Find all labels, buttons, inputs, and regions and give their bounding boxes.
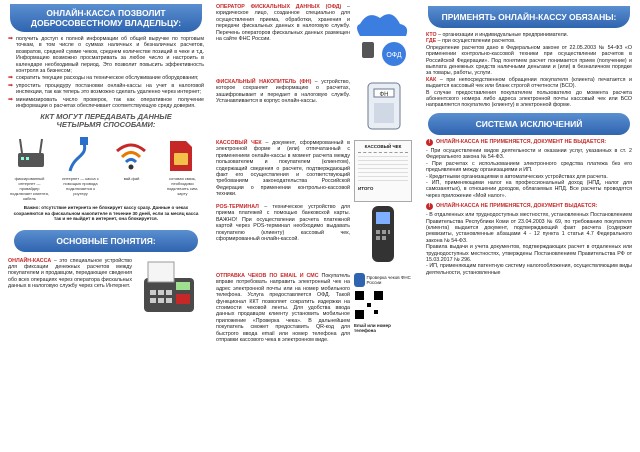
ofd-label: ОФД: [386, 52, 402, 59]
qr-illustration: [354, 273, 412, 343]
fns-logo-icon: [354, 273, 365, 287]
list-item: - При расчетах с использованием электронного средства платежа без его предъявления между организациями и ИП.: [426, 160, 632, 174]
methods-captions: [4, 177, 208, 201]
method-caption: интернет — касса с помощью провода подключается к роутеру: [62, 176, 99, 196]
list-item: - В отдаленных или труднодоступных местностях, установленных Постановлением Правительства Республики Коми от 23.04.2003 № 69, по требованию покупателя (клиента) выдается документ, подтверждающий факт расчета (содержит реквизиты, установленные абзацами 4 - 12 пункта 1 статьи 4.7 Федерального закона № 54-ФЗ.: [426, 212, 632, 244]
warning-icon: !: [426, 139, 433, 146]
ofd-block: [214, 0, 414, 79]
arrow-icon: ➡: [8, 82, 14, 89]
list-item: - ИП, применяющими налог на профессиональный доход (НПД, налог для самозанятых), в отношении доходов, облагаемых НПД. Все расчеты проводятся через приложение «Мой налог».: [426, 179, 632, 199]
banner-exceptions: СИСТЕМА ИСКЛЮЧЕНИЙ: [428, 113, 630, 135]
benefits-list: [0, 32, 212, 109]
exceptions-text: [418, 139, 640, 276]
wifi-icon: [112, 133, 150, 177]
receipt-block: [214, 138, 414, 202]
list-item: ➡ минимизировать число проверок, так как оперативное получение информации о расчетах обеспечивает соответствующую среду доверия.: [8, 96, 204, 110]
receipt-lines: [358, 152, 408, 183]
arrow-icon: ➡: [8, 36, 14, 42]
arrow-icon: ➡: [8, 75, 14, 82]
list-item: ➡ сократить текущие расходы на техническое обслуживание оборудования;: [8, 75, 199, 82]
list-item: Правила выдачи и учета документов, подтверждающих расчет в отдаленных или труднодоступных местностях, утверждены Постановлением Правительства РФ от 15.03.2017 № 296.: [426, 244, 632, 263]
ofd-text: ОПЕРАТОР ФИСКАЛЬНЫХ ДАННЫХ (ОФД) – юридическое лицо, созданное специально для осуществления приема, обработки, хранения и передачи фискальных данных в налоговую службу. Перечень операторов фискальных данных размещен на сайте ФНС России.: [216, 4, 350, 43]
receipt-illustration: [354, 140, 412, 202]
fn-label: ФН: [379, 92, 389, 98]
ofd-illustration: [354, 4, 412, 79]
fn-text: ФИСКАЛЬНЫЙ НАКОПИТЕЛЬ (ФН) – устройство, которое сохраняет информацию о расчетах, зашифровывает и передает в налоговую службу. Устанавливается в корпус онлайн-кассы.: [216, 79, 350, 105]
list-item: - При осуществлении видов деятельности и оказании услуг, указанных в ст. 2 Федерального закона № 54-ФЗ.: [426, 147, 632, 161]
warning-heading: ! ОНЛАЙН-КАССА НЕ ПРИМЕНЯЕТСЯ, ДОКУМЕНТ ВЫДАЕТСЯ:: [426, 203, 632, 210]
pos-text: POS-ТЕРМИНАЛ – техническое устройство для приема платежей с помощью банковской карты. ВАЖНО! При осуществлении расчета платежной картой через POS-терминал необходимо выдавать покупателю (клиенту) кассовый чек, сформированный онлайн-кассой.: [216, 204, 350, 243]
warning-icon: !: [426, 203, 433, 210]
banner-basic-concepts: ОСНОВНЫЕ ПОНЯТИЯ:: [14, 230, 198, 252]
fn-device-icon: [354, 79, 412, 138]
method-caption: фиксированный интернет — провайдер подключает клиента, кабель: [10, 176, 49, 201]
pos-block: [214, 202, 414, 271]
method-caption: вай-фай: [123, 176, 140, 182]
important-note: Важно: отсутствие интернета не блокирует кассу сразу. Данные о чеках сохраняются на фискальном накопителе в течение 30 дней, если за месяц касса так и не выйдет в интернет, она блокируется.: [13, 205, 199, 222]
qr-code-icon: [354, 290, 384, 320]
receipt-title: КАССОВЫЙ ЧЕК: [364, 144, 402, 149]
list-item: ➡ получить доступ к полной информации об общей выручке по торговым точкам, в том числе о суммах наличных и безналичных расчетов, возвратов, средней сумме чеков, среднем количестве позиций в чеке и т.д. Информацию возможно просматривать за любое число и настроить в календаре необходимый период. Это позволит повысить эффективность контроля за бизнесом;: [8, 36, 204, 75]
column-right: [418, 0, 640, 452]
cash-register-icon: [136, 258, 206, 323]
cable-icon: [62, 133, 100, 177]
column-middle: [214, 0, 414, 452]
receipt-total: ИТОГО: [358, 186, 374, 191]
obligations-text: КТО – организации и индивидуальные предприниматели. ГДЕ – при осуществлении расчетов. Определение расчетов дано в Федеральном законе от 22.05.2003 № 54-ФЗ «О применении контрольно-кассовой техники при осуществлении расчетов в Российской Федерации». Под понятием расчет понимается прием (получение) и выплата денежных средств наличными деньгами и (или) в безналичном порядке за товары, работы, услуги. КАК – при непосредственном обращении покупателя (клиента) печатается и выдается кассовый чек или бланк строгой отчетности (БСО). В случае предоставления покупателем пользователю до момента расчета абонентского номера либо адреса электронной почты кассовый чек или БСО направляется покупателю (клиенту) в электронной форме.: [426, 32, 632, 109]
definition-block: [0, 252, 212, 323]
kkt-methods-title: ККТ МОГУТ ПЕРЕДАВАТЬ ДАННЫЕ ЧЕТЫРЬМЯ СПОСОБАМИ:: [40, 112, 172, 130]
pos-terminal-icon: [354, 204, 412, 271]
fn-block: [214, 79, 414, 138]
email-sms-block: [214, 271, 414, 343]
method-caption: сотовая связь, необходимо подключить сим-карту: [166, 176, 199, 196]
router-icon: [12, 133, 50, 177]
qr-caption-email: Email или номер телефона: [354, 323, 391, 333]
column-left: [0, 0, 212, 452]
list-item: ➡ упростить процедуру постановки онлайн-кассы на учет в налоговой инспекции, так как теперь это возможно сделать удаленно через интернет;: [8, 82, 204, 96]
receipt-text: КАССОВЫЙ ЧЕК – документ, сформированный в электронной форме и (или) отпечатанный с применением онлайн-кассы в момент расчета между пользователем и покупателем (клиентом), содержащий сведения о расчете, подтверждающий факт его осуществления и соответствующий требованиям законодательства Российской Федерации о применении контрольно-кассовой техники.: [216, 140, 350, 198]
receipt-image: [354, 140, 412, 202]
banner-obligations: ПРИМЕНЯТЬ ОНЛАЙН-КАССУ ОБЯЗАНЫ:: [428, 6, 630, 28]
warning-heading: ! ОНЛАЙН-КАССА НЕ ПРИМЕНЯЕТСЯ, ДОКУМЕНТ НЕ ВЫДАЕТСЯ:: [426, 139, 632, 146]
sim-card-icon: [162, 133, 200, 177]
list-item: - ИП, применяющим патентную систему налогообложения, осуществляющим виды деятельности, установленные: [426, 263, 632, 276]
definition-text: ОНЛАЙН-КАССА – это специальное устройство для фиксации денежных расчетов между покупателем и продавцом, передающее сведения обо всех операциях через оператора фискальных данных в налоговую службу через сеть Интернет.: [8, 257, 132, 290]
banner-owner-benefits: ОНЛАЙН-КАССА ПОЗВОЛИТ ДОБРОСОВЕСТНОМУ ВЛАДЕЛЬЦУ:: [10, 4, 202, 32]
list-item: - Кредитными организациями в автоматических устройствах для расчета.: [426, 173, 608, 180]
qr-caption: Проверка чеков ФНС России: [366, 275, 411, 285]
arrow-icon: ➡: [8, 96, 14, 103]
email-sms-text: ОТПРАВКА ЧЕКОВ ПО EMAIL И СМС Покупатель вправе потребовать направить электронный чек на адрес электронной почты или на номер мобильного телефона. Услуга предоставляется ОФД. Такой функционал ККТ позволяет сократить издержки на стоимости чековой ленты. Для удобства ввода данных продавцом клиенту установить мобильное приложение «Проверка чека». В дальнейшем покупатель сможет предоставить QR-код для быстрого ввода email или номер телефона для отправки кассового чека в электронном виде.: [216, 273, 351, 344]
methods-icons: [6, 133, 206, 177]
